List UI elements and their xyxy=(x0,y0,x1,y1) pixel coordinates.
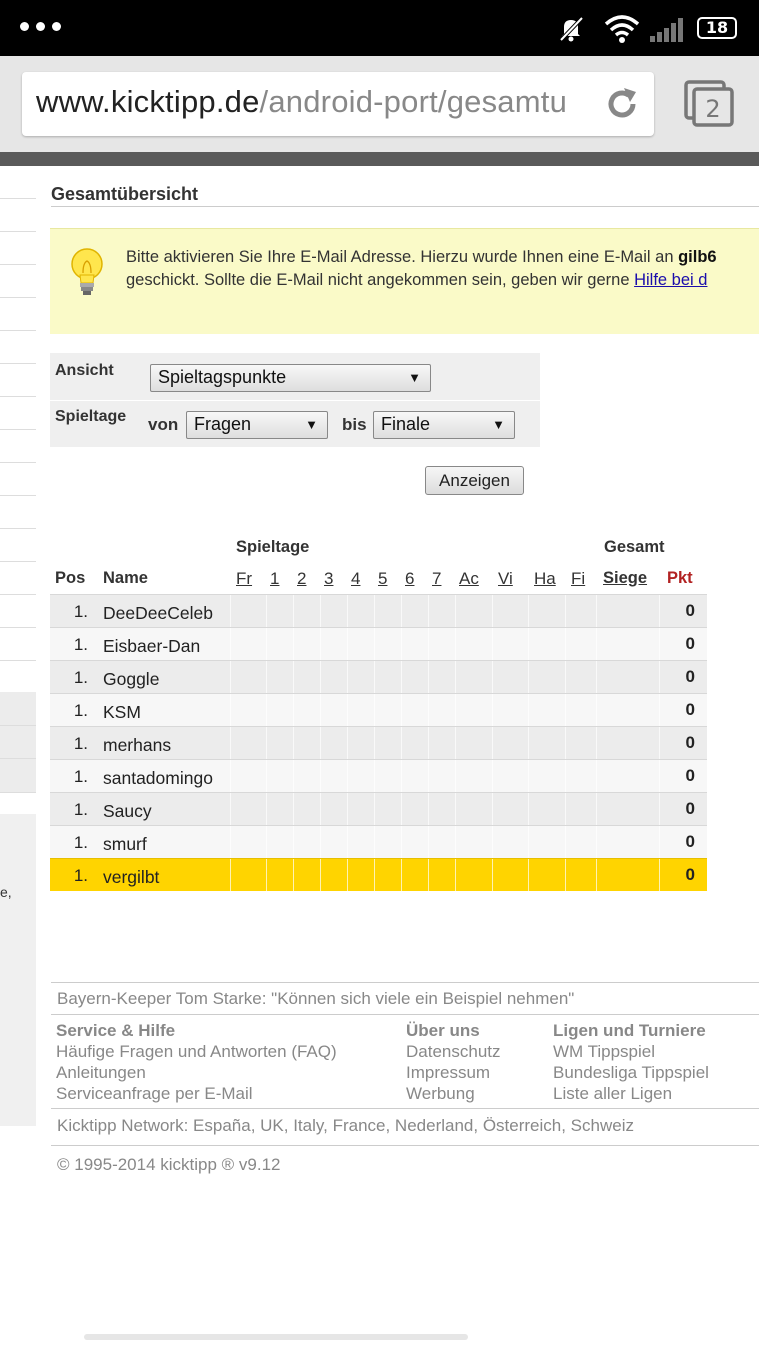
row-name[interactable]: Saucy xyxy=(103,801,152,821)
row-points: 0 xyxy=(685,601,695,620)
group-total-header: Gesamt xyxy=(604,538,665,556)
footer-col-service xyxy=(56,1020,337,1104)
footer-link-privacy[interactable]: Datenschutz xyxy=(406,1042,501,1061)
table-row[interactable] xyxy=(50,759,707,792)
row-points: 0 xyxy=(685,733,695,752)
col-points-header[interactable]: Pkt xyxy=(667,569,693,587)
footer-link-ads[interactable]: Werbung xyxy=(406,1084,475,1103)
from-select-value: Fragen xyxy=(194,414,252,434)
signal-icon xyxy=(650,16,686,42)
matchday-col-header[interactable]: 3 xyxy=(324,569,334,588)
row-points: 0 xyxy=(685,667,695,686)
matchday-col-header[interactable]: 4 xyxy=(351,569,361,588)
row-name[interactable]: vergilbt xyxy=(103,867,160,887)
row-name[interactable]: DeeDeeCeleb xyxy=(103,603,213,623)
row-position: 1. xyxy=(73,734,88,753)
view-label: Ansicht xyxy=(55,362,114,379)
row-points: 0 xyxy=(685,766,695,785)
site-nav-strip xyxy=(0,152,759,166)
matchday-col-header[interactable]: Vi xyxy=(498,569,513,588)
table-row[interactable] xyxy=(50,660,707,693)
from-select[interactable] xyxy=(186,411,328,439)
footer-link-guides[interactable]: Anleitungen xyxy=(56,1063,146,1082)
group-matchdays-header: Spieltage xyxy=(236,538,310,556)
reload-icon[interactable] xyxy=(602,84,642,124)
row-name[interactable]: Eisbaer-Dan xyxy=(103,636,201,656)
matchdays-label: Spieltage xyxy=(55,408,127,425)
to-label: bis xyxy=(342,415,367,434)
left-sidebar-fragment xyxy=(0,166,36,1126)
matchday-col-header[interactable]: 7 xyxy=(432,569,442,588)
chevron-down-icon: ▼ xyxy=(305,417,318,432)
row-points: 0 xyxy=(685,832,695,851)
row-position: 1. xyxy=(73,767,88,786)
row-name[interactable]: merhans xyxy=(103,735,172,755)
matchday-col-header[interactable]: 6 xyxy=(405,569,415,588)
row-position: 1. xyxy=(73,602,88,621)
row-position: 1. xyxy=(73,800,88,819)
row-points: 0 xyxy=(685,700,695,719)
footer-link-imprint[interactable]: Impressum xyxy=(406,1063,491,1082)
status-bar xyxy=(0,0,759,56)
to-select[interactable] xyxy=(373,411,515,439)
matchday-col-header[interactable]: 1 xyxy=(270,569,280,588)
page-title: Gesamtübersicht xyxy=(51,184,199,204)
table-row[interactable] xyxy=(50,825,707,858)
notice-email: gilb6 xyxy=(678,248,717,266)
matchday-col-header[interactable]: Fr xyxy=(236,569,253,588)
table-row[interactable] xyxy=(50,858,707,891)
from-label: von xyxy=(148,415,179,434)
row-position: 1. xyxy=(73,701,88,720)
wifi-icon xyxy=(604,14,640,44)
footer-col-about xyxy=(406,1020,501,1104)
row-points: 0 xyxy=(685,865,695,884)
table-row[interactable] xyxy=(50,594,707,627)
table-row[interactable] xyxy=(50,693,707,726)
row-name[interactable]: Goggle xyxy=(103,669,160,689)
notice-line-1: Bitte aktivieren Sie Ihre E-Mail Adresse. Hierzu wurde Ihnen eine E-Mail an xyxy=(126,248,679,266)
footer-link-wm[interactable]: WM Tippspiel xyxy=(553,1042,656,1061)
main-content xyxy=(36,166,759,1350)
footer-quote: Bayern-Keeper Tom Starke: "Können sich viele ein Beispiel nehmen" xyxy=(51,982,759,1014)
lightbulb-icon xyxy=(68,247,106,297)
footer-col-heading: Über uns xyxy=(406,1021,480,1040)
row-name[interactable]: santadomingo xyxy=(103,768,213,788)
view-select-value: Spieltagspunkte xyxy=(158,367,287,387)
table-row[interactable] xyxy=(50,726,707,759)
email-activation-notice xyxy=(50,228,759,334)
chevron-down-icon: ▼ xyxy=(492,417,505,432)
table-body xyxy=(50,594,707,891)
browser-toolbar xyxy=(0,56,759,154)
footer-network[interactable]: Kicktipp Network: España, UK, Italy, France, Nederland, Österreich, Schweiz xyxy=(51,1108,759,1146)
matchday-col-header[interactable]: Fi xyxy=(571,569,586,588)
row-points: 0 xyxy=(685,799,695,818)
show-button[interactable]: Anzeigen xyxy=(425,466,524,495)
row-position: 1. xyxy=(73,866,88,885)
row-position: 1. xyxy=(73,635,88,654)
url-domain: www.kicktipp.de xyxy=(36,84,260,119)
battery-icon: 18 xyxy=(697,17,737,39)
matchday-col-header[interactable]: Ac xyxy=(459,569,479,588)
standings-table xyxy=(50,531,707,891)
footer-link-faq[interactable]: Häufige Fragen und Antworten (FAQ) xyxy=(56,1042,337,1061)
footer-link-all-leagues[interactable]: Liste aller Ligen xyxy=(553,1084,673,1103)
url-path: /android-port/gesamtu xyxy=(259,84,568,119)
footer-links xyxy=(51,1014,759,1108)
address-bar[interactable] xyxy=(22,72,654,136)
view-select[interactable] xyxy=(150,364,431,392)
row-position: 1. xyxy=(73,833,88,852)
footer-link-support-email[interactable]: Serviceanfrage per E-Mail xyxy=(56,1084,253,1103)
menu-dots-icon xyxy=(20,22,61,31)
help-link[interactable]: Hilfe bei d xyxy=(634,271,708,289)
row-name[interactable]: smurf xyxy=(103,834,147,854)
matchday-col-header[interactable]: 5 xyxy=(378,569,388,588)
col-pos-header: Pos xyxy=(55,569,86,587)
col-wins-header[interactable]: Siege xyxy=(603,569,648,587)
to-select-value: Finale xyxy=(381,414,431,434)
row-name[interactable]: KSM xyxy=(103,702,141,722)
notice-text xyxy=(126,246,717,292)
chevron-down-icon: ▼ xyxy=(408,370,421,385)
tab-switcher-button[interactable] xyxy=(684,80,734,128)
footer-col-leagues xyxy=(553,1020,709,1104)
table-header xyxy=(50,531,707,594)
table-row[interactable] xyxy=(50,627,707,660)
notice-line-2: geschickt. Sollte die E-Mail nicht angekommen sein, geben wir gerne xyxy=(126,271,635,289)
notifications-muted-icon xyxy=(556,14,586,44)
col-name-header: Name xyxy=(103,569,148,587)
footer-col-heading: Service & Hilfe xyxy=(56,1021,176,1040)
matchday-col-header[interactable]: Ha xyxy=(534,569,556,588)
horizontal-scrollbar[interactable] xyxy=(84,1334,468,1340)
matchday-col-header[interactable]: 2 xyxy=(297,569,307,588)
filter-panel xyxy=(50,353,540,447)
footer-col-heading: Ligen und Turniere xyxy=(553,1021,706,1040)
row-points: 0 xyxy=(685,634,695,653)
footer-link-bundesliga[interactable]: Bundesliga Tippspiel xyxy=(553,1063,709,1082)
footer-copyright: © 1995-2014 kicktipp ® v9.12 xyxy=(57,1155,281,1174)
tab-count: 2 xyxy=(705,95,721,123)
left-text-fragment: e, xyxy=(0,884,12,900)
row-position: 1. xyxy=(73,668,88,687)
table-row[interactable] xyxy=(50,792,707,825)
url-text[interactable] xyxy=(36,84,596,120)
